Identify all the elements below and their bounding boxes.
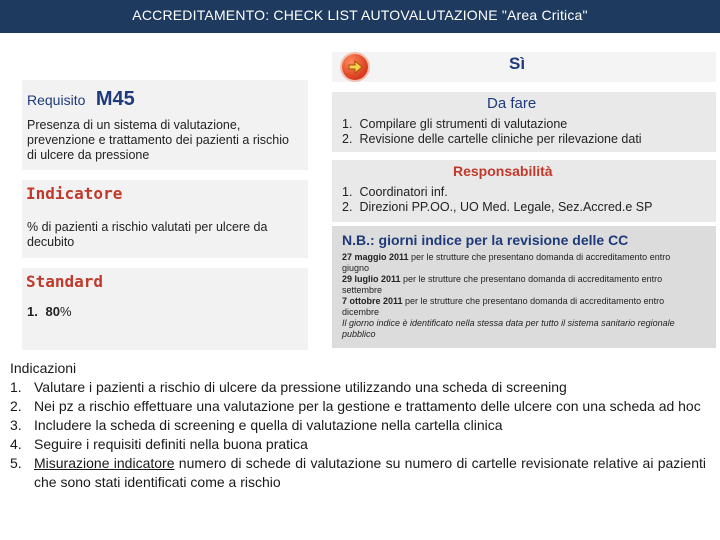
arrow-right-glyph: [342, 54, 368, 80]
responsabilita-item: 1. Coordinatori inf.: [342, 185, 448, 199]
requisito-heading: [27, 88, 297, 114]
indicazioni-item: 1. Valutare i pazienti a rischio di ulcere da pressione utilizzando una scheda di screening: [10, 379, 567, 395]
nb-panel: [332, 226, 716, 348]
nb-line: 7 ottobre 2011 per le strutture che presentano domanda di accreditamento entro dicembre: [342, 296, 665, 317]
standard-panel: [22, 268, 308, 350]
arrow-right-icon[interactable]: [342, 54, 368, 80]
responsabilita-item: 2. Direzioni PP.OO., UO Med. Legale, Sez.Accred.e SP: [342, 200, 653, 214]
da-fare-item: 2. Revisione delle cartelle cliniche per rilevazione dati: [342, 132, 642, 146]
requisito-label: Requisito: [27, 92, 86, 108]
answer-row: [332, 52, 716, 82]
indicazioni-item: 5. Misurazione indicatore numero di schede di valutazione su numero di cartelle revisionate relative ai pazienti che sono stati identificati come a rischio: [10, 455, 706, 490]
nb-lines: [342, 252, 682, 340]
responsabilita-list: [342, 185, 712, 215]
answer-value: Sì: [509, 54, 526, 73]
indicazioni-item: 4. Seguire i requisiti definiti nella buona pratica: [10, 436, 308, 452]
indicazioni-title: Indicazioni: [10, 360, 77, 376]
nb-line: 29 luglio 2011 per le strutture che presentano domanda di accreditamento entro settembre: [342, 274, 663, 295]
responsabilita-panel: [332, 160, 716, 222]
requisito-panel: [22, 80, 308, 170]
indicazioni-list: [10, 378, 706, 492]
requisito-description: Presenza di un sistema di valutazione, prevenzione e trattamento dei pazienti a rischio di ulcere da pressione: [27, 118, 289, 162]
da-fare-panel: [332, 92, 716, 152]
standard-item-suffix: %: [59, 304, 72, 319]
da-fare-list: [342, 117, 712, 147]
indicatore-text: % di pazienti a rischio valutati per ulcere da decubito: [27, 220, 268, 249]
requisito-code: M45: [95, 88, 135, 110]
indicazioni-item: 2. Nei pz a rischio effettuare una valutazione per la gestione e trattamento delle ulcere con una scheda ad hoc: [10, 398, 701, 414]
indicatore-title: Indicatore: [26, 184, 123, 203]
da-fare-title: Da fare: [487, 95, 537, 112]
indicatore-panel: [22, 180, 308, 258]
da-fare-item: 1. Compilare gli strumenti di valutazione: [342, 117, 568, 131]
standard-item: [27, 304, 72, 319]
nb-title: N.B.: giorni indice per la revisione delle CC: [342, 232, 629, 248]
standard-item-num: 1.: [27, 304, 38, 319]
indicazioni-section: [10, 359, 706, 492]
standard-title: Standard: [26, 272, 104, 291]
responsabilita-title: Responsabilità: [453, 163, 553, 179]
standard-item-value: 80: [45, 304, 60, 319]
page-header: ACCREDITAMENTO: CHECK LIST AUTOVALUTAZIONE "Area Critica": [0, 0, 720, 33]
nb-line: Il giorno indice è identificato nella stessa data per tutto il sistema sanitario regionale pubblico: [342, 318, 675, 339]
indicazioni-underlined: Misurazione indicatore: [34, 455, 175, 471]
nb-line: 27 maggio 2011 per le strutture che presentano domanda di accreditamento entro giugno: [342, 252, 671, 273]
indicazioni-item: 3. Includere la scheda di screening e quella di valutazione nella cartella clinica: [10, 417, 503, 433]
